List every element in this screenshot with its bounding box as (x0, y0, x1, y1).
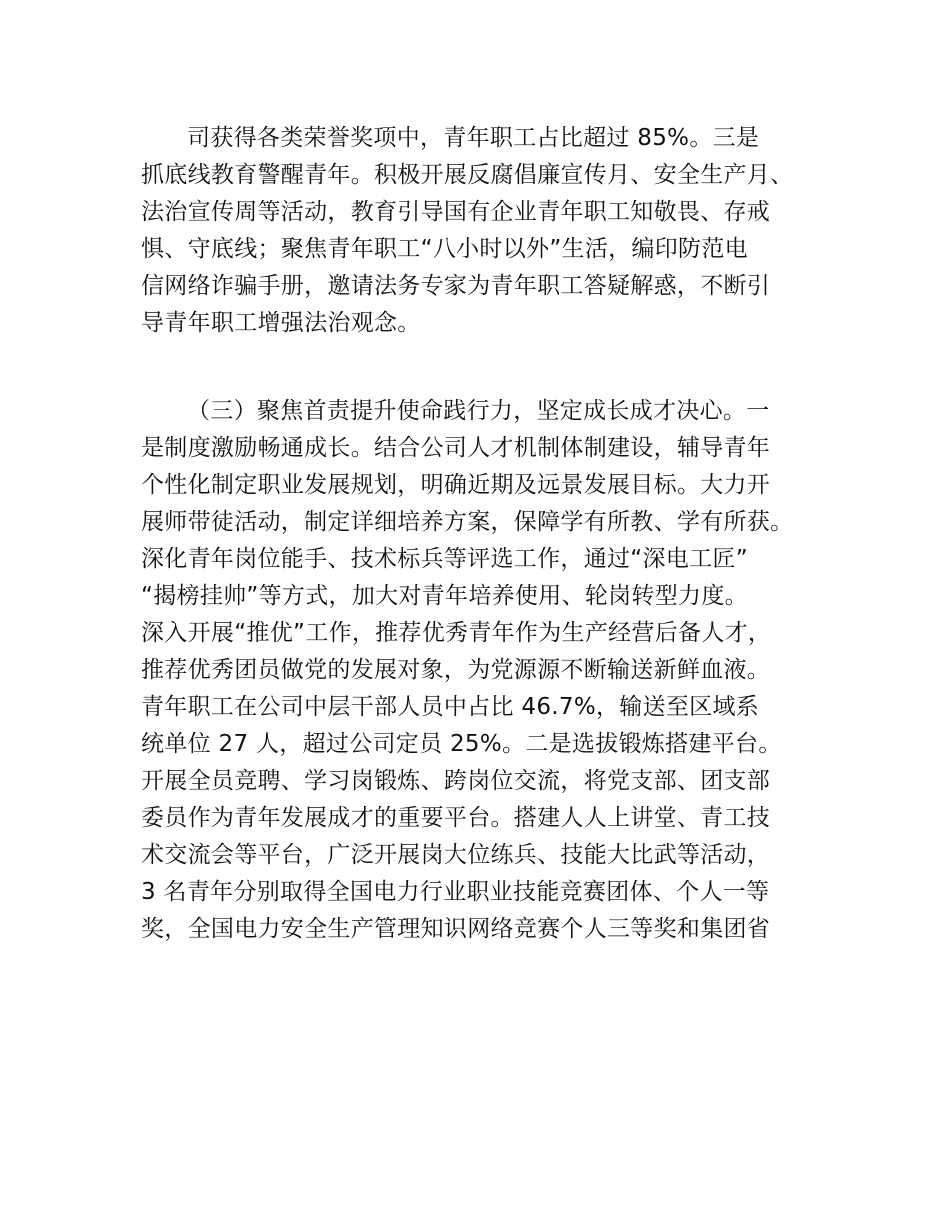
paragraph-section-three (141, 393, 831, 948)
text-line: 抓底线教育警醒青年。积极开展反腐倡廉宣传月、安全生产月、 (141, 162, 794, 188)
text-line: 委员作为青年发展成才的重要平台。搭建人人上讲堂、青工技 (141, 805, 771, 831)
text-line: 导青年职工增强法治观念。 (141, 310, 421, 336)
text-line: 惧、守底线；聚焦青年职工“八小时以外”生活，编印防范电 (141, 236, 748, 262)
text-line: 信网络诈骗手册，邀请法务专家为青年职工答疑解惑，不断引 (141, 273, 771, 299)
text-line: 奖，全国电力安全生产管理知识网络竞赛个人三等奖和集团省 (141, 916, 771, 942)
text-line: “揭榜挂帅”等方式，加大对青年培养使用、轮岗转型力度。 (141, 583, 748, 609)
text-line: 法治宣传周等活动，教育引导国有企业青年职工知敬畏、存戒 (141, 199, 771, 225)
text-line: 司获得各类荣誉奖项中，青年职工占比超过 85%。三是 (187, 125, 760, 151)
text-line: 3 名青年分别取得全国电力行业职业技能竞赛团体、个人一等 (141, 879, 770, 905)
text-line: 深化青年岗位能手、技术标兵等评选工作，通过“深电工匠” (141, 546, 748, 572)
paragraph-continuation (141, 120, 831, 342)
text-line: 推荐优秀团员做党的发展对象，为党源源不断输送新鲜血液。 (141, 657, 771, 683)
text-line: 青年职工在公司中层干部人员中占比 46.7%，输送至区域系 (141, 694, 760, 720)
text-line: 深入开展“推优”工作，推荐优秀青年作为生产经营后备人才， (141, 620, 772, 646)
text-line: 个性化制定职业发展规划，明确近期及远景发展目标。大力开 (141, 472, 771, 498)
text-line: 是制度激励畅通成长。结合公司人才机制体制建设，辅导青年 (141, 435, 771, 461)
text-line: 统单位 27 人，超过公司定员 25%。二是选拔锻炼搭建平台。 (141, 731, 782, 757)
text-line: 术交流会等平台，广泛开展岗大位练兵、技能大比武等活动， (141, 842, 771, 868)
section-heading-line: （三）聚焦首责提升使命践行力，坚定成长成才决心。一 (187, 398, 770, 424)
text-line: 开展全员竞聘、学习岗锻炼、跨岗位交流，将党支部、团支部 (141, 768, 771, 794)
text-line: 展师带徒活动，制定详细培养方案，保障学有所教、学有所获。 (141, 509, 794, 535)
